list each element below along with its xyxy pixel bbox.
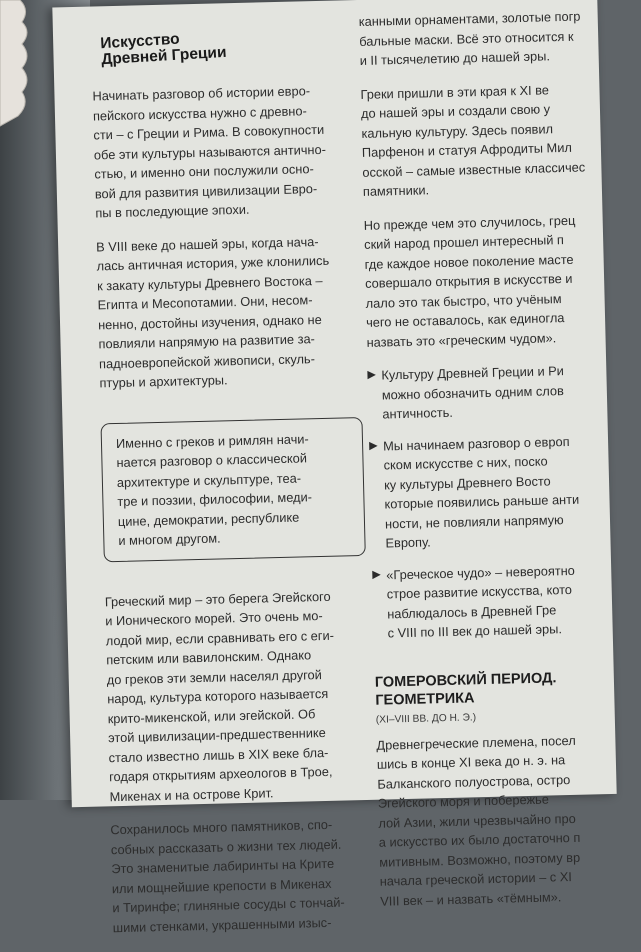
paragraph-ornaments: канными орнаментами, золотые погр бальные маски. Всё это относится к и II тысячелетию до нашей эры. [358,8,581,68]
list-item [369,430,632,553]
callout-box: Именно с греков и римлян начи- нается разговор о классической архитектуре и скульптуре, теа- тре и поэзии, философии, меди- цине, демократии, республике и многом другом. [100,416,365,561]
paragraph-eighth-century: В VIII веке до нашей эры, когда нача- лась античная история, уже клонились к закату культуры Древнего Востока – Египта и Месопотамии. Они, несом- ненно, достойны изучения, однако не повлияли напрямую на развитие за- падноевропейской живописи, скуль- птуры и архитектуры. [95,233,330,391]
list-item [372,559,634,643]
list-item-text: Мы начинаем разговор о европ ском искусстве с них, поско ку культуры Древнего Восто которые появились раньше анти ности, не повлияли напрямую Европу. [382,433,580,551]
list-item-text: Культуру Древней Греции и Ри можно обозначить одним слов античность. [381,363,565,422]
decorative-object [0,0,34,130]
paragraph-greek-miracle: Но прежде чем это случилось, грец ский народ прошел интересный п где каждое новое поколение масте совершало открытия в искусстве и лало это так быстро, что учёным чего не оставалось, как единогла назвать это «греческим чудом». [363,212,576,350]
triangle-right-icon: ▶ [372,568,381,581]
right-column [359,6,641,925]
paragraph-greek-world: Греческий мир – это берега Эгейского и Ионического морей. Это очень мо- лодой мир, если сравнивать его с еги- петским или вавилонским. Однако до греков эти земли населял другой народ, культура которого называется крито-микенской, или эгейской. Об этой цивилизации-предшественнике стало известно лишь в XIX веке бла- годаря открытиям археологов в Трое, Микенах и на острове Крит. [104,588,335,804]
book-page [52,0,616,935]
triangle-right-icon: ▶ [367,368,377,381]
triangle-right-icon: ▶ [368,439,378,452]
paragraph-tribes: Древнегреческие племена, посел шись в конце XI века до н. э. на Балканского полуострова, остро Эгейского моря и побережье лой Азии, жили чрезвычайно про а искусство их было достаточно п митивным. Возможно, поэтому вр начала греческой истории – с XI VIII век – и назвать «тёмным». [376,732,581,909]
page-title: Искусство Древней Греции [99,30,227,69]
list-item [367,360,628,425]
intro-paragraph: Начинать разговор об истории евро- пейского искусства нужно с древно- сти – с Греции и Рима. В совокупности обе эти культуры называются антично- стью, и именно они послужили осно- вой для развития цивилизации Евро- пы в последующие эпохи. [92,83,327,221]
list-item-text: «Греческое чудо» – невероятно строе развитие искусства, кото наблюдалось в Древней Гре с VIII по III век до нашей эры. [386,562,575,641]
paragraph-monuments: Сохранилось много памятников, спо- собных рассказать о жизни тех людей. Это знаменитые лабиринты на Крите или мощнейшие крепости в Микенах и Тиринфе; глиняные сосуды с тончай- шими стенками, украшенными изыс- [110,816,345,935]
left-column [91,30,375,951]
paragraph-greeks-arrived: Греки пришли в эти края к XI ве до нашей эры и создали свою у кальную культуру. Здесь появил Парфенон и статуя Афродиты Мил осской – самые известные классичес памятники. [360,81,586,199]
section-subheading: (XI–VIII ВВ. ДО Н. Э.) [375,711,477,726]
section-heading: ГОМЕРОВСКИЙ ПЕРИОД. ГЕОМЕТРИКА [374,669,557,709]
